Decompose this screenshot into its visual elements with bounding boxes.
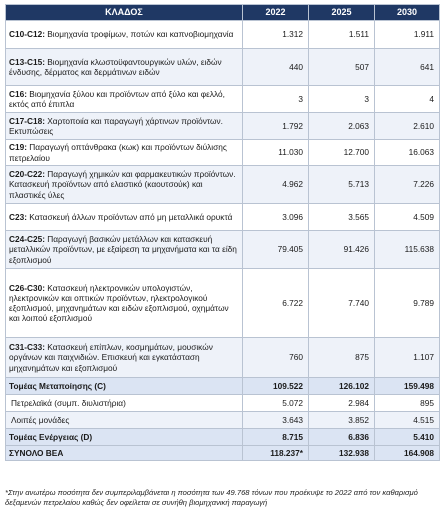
header-2030: 2030 <box>375 5 440 21</box>
value-2022: 440 <box>243 49 309 86</box>
sector-cell <box>6 21 243 49</box>
sector-desc: Παραγωγή χημικών και φαρμακευτικών προϊόντων. Κατασκευή προϊόντων από ελαστικό (καουτσούκ) και πλαστικές ύλες <box>9 169 236 200</box>
waste-table <box>5 4 440 461</box>
grand-total-row <box>6 446 440 461</box>
sector-cell <box>6 140 243 166</box>
value-2022: 4.962 <box>243 166 309 204</box>
value-2025: 3 <box>309 86 375 113</box>
value-2030: 5.410 <box>375 429 440 446</box>
total-label: Τομέας Ενέργειας (D) <box>6 429 243 446</box>
table-row <box>6 412 440 429</box>
table-row <box>6 140 440 166</box>
sector-code: C10-C12: <box>9 29 45 40</box>
value-2022: 79.405 <box>243 231 309 269</box>
sector-cell <box>6 231 243 269</box>
table-row <box>6 166 440 204</box>
value-2025: 2.063 <box>309 113 375 140</box>
value-2030: 16.063 <box>375 140 440 166</box>
sector-desc: Βιομηχανία ξύλου και προϊόντων από ξύλο και φελλό, εκτός από έπιπλα <box>9 88 225 109</box>
value-2025: 507 <box>309 49 375 86</box>
table-header-row <box>6 5 440 21</box>
sector-desc: Κατασκευή άλλων προϊόντων από μη μεταλλικά ορυκτά <box>26 211 233 222</box>
value-2022: 6.722 <box>243 269 309 338</box>
energy-total-row <box>6 429 440 446</box>
sector-code: C16: <box>9 88 27 99</box>
table-row <box>6 338 440 378</box>
value-2025: 7.740 <box>309 269 375 338</box>
value-2022: 1.792 <box>243 113 309 140</box>
value-2022: 5.072 <box>243 395 309 412</box>
value-2025: 3.852 <box>309 412 375 429</box>
value-2030: 4 <box>375 86 440 113</box>
value-2030: 159.498 <box>375 378 440 395</box>
header-2022: 2022 <box>243 5 309 21</box>
sector-code: C17-C18: <box>9 115 45 126</box>
sector-code: C31-C33: <box>9 342 45 353</box>
value-2022: 1.312 <box>243 21 309 49</box>
value-2030: 641 <box>375 49 440 86</box>
sector-code: C26-C30: <box>9 282 45 293</box>
header-2025: 2025 <box>309 5 375 21</box>
value-2030: 4.509 <box>375 204 440 231</box>
value-2025: 126.102 <box>309 378 375 395</box>
table-row <box>6 49 440 86</box>
sector-cell <box>6 269 243 338</box>
value-2030: 4.515 <box>375 412 440 429</box>
value-2030: 1.911 <box>375 21 440 49</box>
value-2022: 760 <box>243 338 309 378</box>
sector-cell <box>6 204 243 231</box>
sector-code: C24-C25: <box>9 234 45 245</box>
value-2030: 895 <box>375 395 440 412</box>
value-2022: 118.237* <box>243 446 309 461</box>
value-2025: 6.836 <box>309 429 375 446</box>
energy-label: Λοιπές μονάδες <box>6 412 243 429</box>
value-2025: 875 <box>309 338 375 378</box>
sector-cell <box>6 166 243 204</box>
value-2030: 115.638 <box>375 231 440 269</box>
sector-code: C13-C15: <box>9 56 45 67</box>
value-2025: 132.938 <box>309 446 375 461</box>
value-2030: 1.107 <box>375 338 440 378</box>
table-row <box>6 204 440 231</box>
sector-cell <box>6 86 243 113</box>
sector-desc: Κατασκευή επίπλων, κοσμημάτων, μουσικών οργάνων και παιχνιδιών. Επισκευή και εγκατάσταση μηχανημάτων και εξοπλισμού <box>9 342 213 373</box>
table-row <box>6 269 440 338</box>
value-2022: 3.096 <box>243 204 309 231</box>
value-2022: 109.522 <box>243 378 309 395</box>
sector-code: C20-C22: <box>9 169 45 180</box>
value-2025: 3.565 <box>309 204 375 231</box>
sector-desc: Παραγωγή οπτάνθρακα (κωκ) και προϊόντων διύλισης πετρελαίου <box>9 142 227 163</box>
value-2030: 7.226 <box>375 166 440 204</box>
value-2025: 2.984 <box>309 395 375 412</box>
sector-desc: Χαρτοποιία και παραγωγή χάρτινων προϊόντων. Εκτυπώσεις <box>9 115 223 136</box>
sector-cell <box>6 113 243 140</box>
table-row <box>6 395 440 412</box>
sector-code: C19: <box>9 142 27 153</box>
header-sector: ΚΛΑΔΟΣ <box>6 5 243 21</box>
sector-cell <box>6 49 243 86</box>
sector-desc: Κατασκευή ηλεκτρονικών υπολογιστών, ηλεκτρονικών και οπτικών προϊόντων, ηλεκτρολογικού εξοπλισμού, μηχανημάτων και ειδών εξοπλισμού, οχημάτων και λοιπού εξοπλισμού <box>9 282 229 324</box>
manufacturing-total-row <box>6 378 440 395</box>
value-2025: 91.426 <box>309 231 375 269</box>
value-2025: 12.700 <box>309 140 375 166</box>
sector-desc: Βιομηχανία τροφίμων, ποτών και καπνοβιομηχανία <box>44 29 234 40</box>
value-2022: 3.643 <box>243 412 309 429</box>
total-label: Τομέας Μεταποίησης (C) <box>6 378 243 395</box>
table-row <box>6 86 440 113</box>
sector-desc: Παραγωγή βασικών μετάλλων και κατασκευή μεταλλικών προϊόντων, με εξαίρεση τα μηχανήματα και τα είδη εξοπλισμού <box>9 234 237 265</box>
sector-cell <box>6 338 243 378</box>
value-2030: 2.610 <box>375 113 440 140</box>
value-2030: 9.789 <box>375 269 440 338</box>
total-label: ΣΥΝΟΛΟ ΒΕΑ <box>6 446 243 461</box>
table-row <box>6 21 440 49</box>
value-2022: 8.715 <box>243 429 309 446</box>
footnote: *Στην ανωτέρω ποσότητα δεν συμπεριλαμβάνεται η ποσότητα των 49.768 τόνων που προέκυψε το 2022 από τον καθαρισμό δεξαμενών πετρελαίου καθώς δεν οφείλεται σε συνήθη βιομηχανική παραγωγή <box>5 488 418 507</box>
value-2022: 11.030 <box>243 140 309 166</box>
value-2025: 1.511 <box>309 21 375 49</box>
sector-desc: Βιομηχανία κλωστοϋφαντουργικών υλών, ειδών ένδυσης, δέρματος και δερμάτινων ειδών <box>9 56 222 77</box>
value-2022: 3 <box>243 86 309 113</box>
table-row <box>6 113 440 140</box>
table-row <box>6 231 440 269</box>
energy-label: Πετρελαϊκά (συμπ. διυλιστήρια) <box>6 395 243 412</box>
value-2030: 164.908 <box>375 446 440 461</box>
sector-code: C23: <box>9 211 27 222</box>
value-2025: 5.713 <box>309 166 375 204</box>
